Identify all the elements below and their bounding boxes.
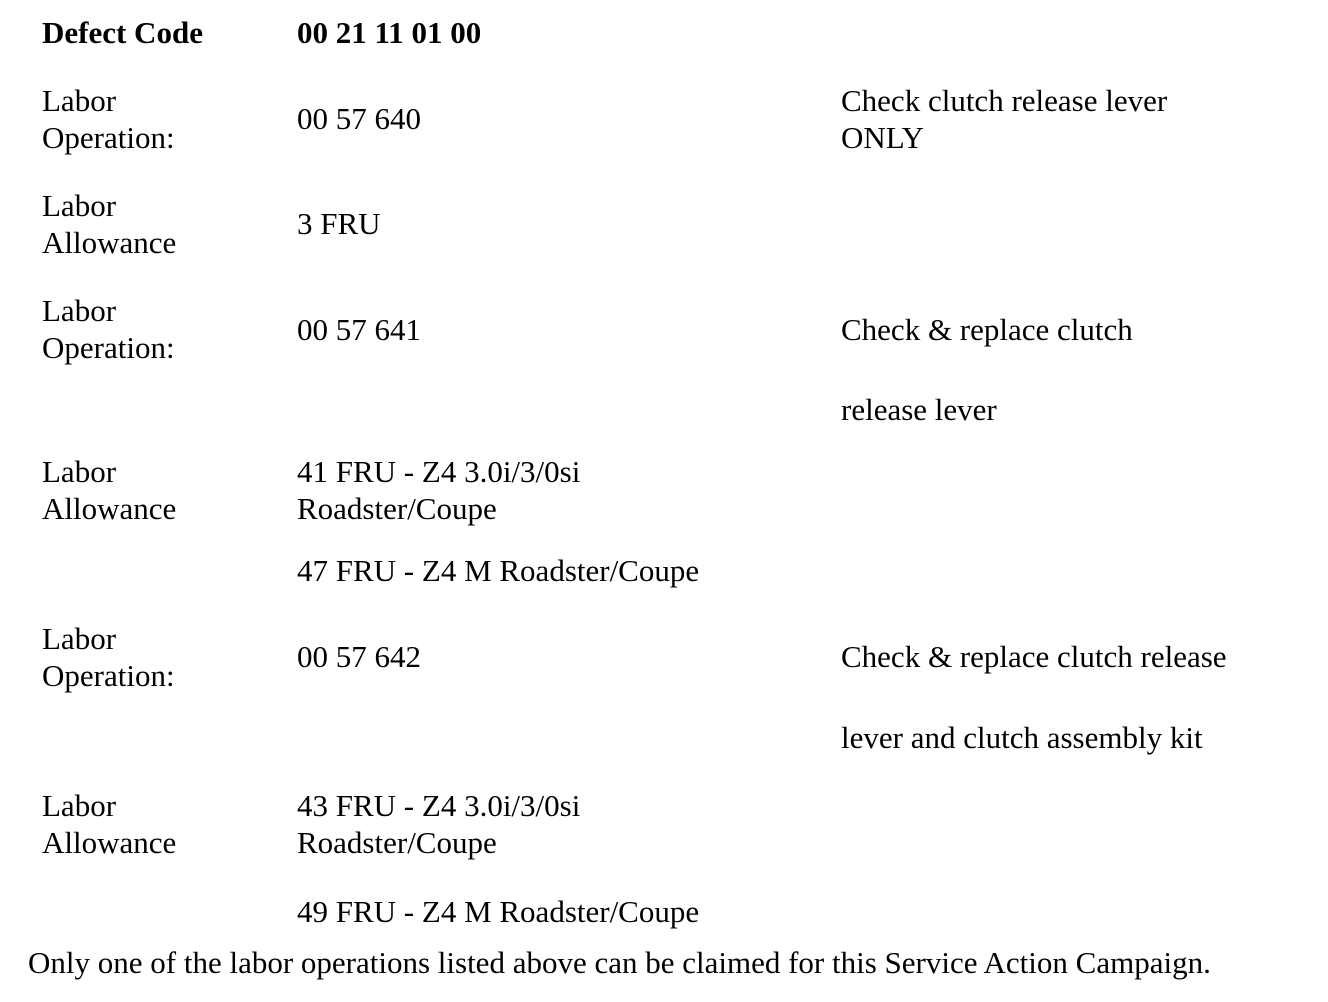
labor-allowance-label-3a: Labor [42, 788, 117, 823]
labor-operation-desc-2b: release lever [841, 392, 997, 427]
labor-allowance-value-2b: Roadster/Coupe [297, 491, 497, 526]
labor-allowance-label-1b: Allowance [42, 225, 177, 260]
labor-operation-desc-1a: Check clutch release lever [841, 83, 1168, 118]
labor-allowance-label-2b: Allowance [42, 491, 177, 526]
labor-operation-label-3b: Operation: [42, 658, 175, 693]
labor-allowance-value-3b: Roadster/Coupe [297, 825, 497, 860]
labor-operation-code-1: 00 57 640 [297, 101, 421, 136]
labor-allowance-value-1: 3 FRU [297, 206, 381, 241]
labor-operation-label-2a: Labor [42, 293, 117, 328]
labor-allowance-label-3b: Allowance [42, 825, 177, 860]
labor-operation-label-1b: Operation: [42, 120, 175, 155]
labor-operation-desc-3a: Check & replace clutch release [841, 639, 1227, 674]
labor-allowance-value-2a: 41 FRU - Z4 3.0i/3/0si [297, 454, 581, 489]
labor-allowance-label-1a: Labor [42, 188, 117, 223]
labor-operation-label-3a: Labor [42, 621, 117, 656]
defect-code-value: 00 21 11 01 00 [297, 15, 482, 50]
labor-operation-label-2b: Operation: [42, 330, 175, 365]
labor-operation-label-1a: Labor [42, 83, 117, 118]
labor-operation-code-2: 00 57 641 [297, 312, 421, 347]
labor-allowance-value-3c: 49 FRU - Z4 M Roadster/Coupe [297, 894, 700, 929]
labor-operation-code-3: 00 57 642 [297, 639, 421, 674]
labor-operation-desc-1b: ONLY [841, 120, 924, 155]
labor-allowance-value-3a: 43 FRU - Z4 3.0i/3/0si [297, 788, 581, 823]
defect-code-label: Defect Code [42, 15, 203, 50]
labor-allowance-value-2c: 47 FRU - Z4 M Roadster/Coupe [297, 553, 700, 588]
labor-operation-desc-3b: lever and clutch assembly kit [841, 720, 1203, 755]
labor-operation-desc-2a: Check & replace clutch [841, 312, 1133, 347]
labor-allowance-label-2a: Labor [42, 454, 117, 489]
footer-note: Only one of the labor operations listed above can be claimed for this Service Action Campaign. [28, 945, 1211, 980]
